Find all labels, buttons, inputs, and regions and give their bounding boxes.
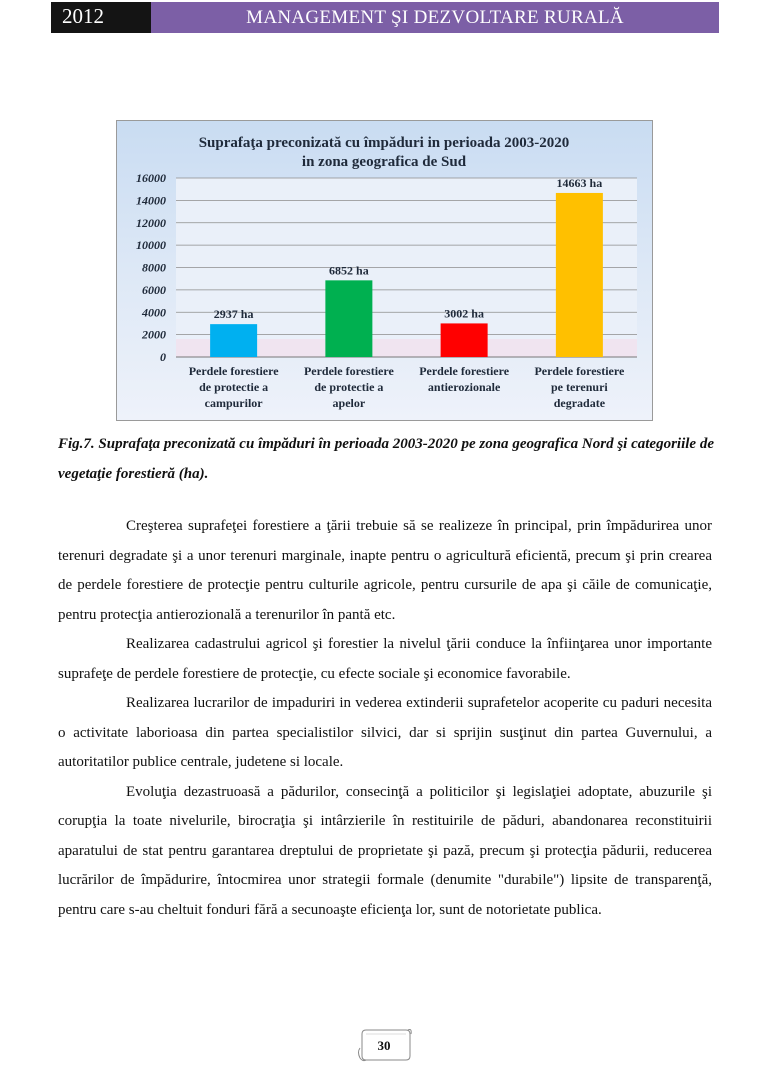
chart-title-line1: Suprafaţa preconizată cu împăduri in perioada 2003-2020 bbox=[198, 135, 570, 151]
paragraph: Realizarea lucrarilor de impaduriri in vederea extinderii suprafetelor acoperite cu paduri necesita o activitate laborioasa din partea specialistilor silvici, dar si sprijin susţinut din partea Guvernului, a autoritatilor publice centrale, judetene si locale. bbox=[58, 695, 712, 770]
category-label: antierozionale bbox=[427, 380, 501, 394]
paragraph: Creşterea suprafeţei forestiere a ţării trebuie să se realizeze în principal, prin împădurirea unor terenuri degradate şi a unor terenuri marginale, inapte pentru o agricultură eficientă, precum şi prin crearea de perdele forestiere de protecţie pentru culturile agricole, pentru cursurile de apa şi căile de comunicaţie, pentru protecţia antierozională a terenurilor în pantă etc. bbox=[58, 518, 712, 623]
category-label: degradate bbox=[553, 396, 606, 410]
category-label: Perdele forestiere bbox=[419, 364, 510, 378]
y-tick-label: 14000 bbox=[136, 193, 166, 208]
y-tick-label: 0 bbox=[160, 350, 166, 364]
page-number-scroll bbox=[356, 1026, 412, 1064]
y-tick-label: 8000 bbox=[142, 260, 166, 275]
chart-svg bbox=[117, 121, 652, 420]
category-label: Perdele forestiere bbox=[303, 364, 394, 378]
header-year: 2012 bbox=[51, 2, 151, 33]
chart bbox=[116, 120, 653, 421]
data-label: 6852 ha bbox=[329, 263, 369, 278]
y-tick-label: 4000 bbox=[142, 305, 166, 320]
chart-title-line2: in zona geografica de Sud bbox=[301, 154, 467, 170]
category-label: apelor bbox=[332, 396, 366, 410]
bar bbox=[325, 280, 372, 357]
category-label: pe terenuri bbox=[550, 380, 608, 394]
page-number: 30 bbox=[377, 1038, 391, 1053]
y-tick-label: 16000 bbox=[136, 171, 166, 185]
bar bbox=[210, 324, 257, 357]
paragraph: Realizarea cadastrului agricol şi forestier la nivelul ţării conduce la înfiinţarea unor importante suprafeţe de perdele forestiere de protecţie, cu efecte sociale şi economice favorabile. bbox=[58, 636, 712, 682]
y-tick-label: 12000 bbox=[136, 215, 166, 230]
paragraph: Evoluţia dezastruoasă a pădurilor, consecinţă a politicilor şi legislaţiei adoptate, abuzurile şi corupţia la toate nivelurile, birocraţia şi intârzierile în restituirile de păduri, abandonarea reconstituirii aparatului de stat pentru garantarea dreptului de proprietate şi pază, precum şi protecţia pădurii, reducerea lucrărilor de împădurire, întocmirea unor strategii formale (denumite "durabile") lipsite de transparenţă, pentru care s-au cheltuit fonduri fără a secunoaşte eficienţa lor, sunt de notorietate publica. bbox=[58, 783, 712, 918]
y-tick-label: 2000 bbox=[142, 327, 166, 342]
bar bbox=[556, 193, 603, 357]
data-label: 14663 ha bbox=[556, 175, 603, 190]
y-tick-label: 6000 bbox=[142, 282, 166, 297]
header-title: MANAGEMENT ŞI DEZVOLTARE RURALĂ bbox=[151, 2, 719, 33]
body-text bbox=[58, 512, 712, 925]
data-label: 2937 ha bbox=[213, 307, 254, 322]
category-label: Perdele forestiere bbox=[188, 364, 279, 378]
category-label: de protectie a bbox=[199, 380, 269, 394]
category-label: campurilor bbox=[204, 396, 263, 410]
y-tick-label: 10000 bbox=[136, 238, 166, 253]
data-label: 3002 ha bbox=[444, 306, 484, 321]
figure-caption: Fig.7. Suprafaţa preconizată cu împăduri în perioada 2003-2020 pe zona geografica Nord şi categoriile de vegetaţie forestieră (ha). bbox=[58, 436, 714, 482]
bar bbox=[441, 323, 488, 357]
category-label: de protectie a bbox=[314, 380, 384, 394]
category-label: Perdele forestiere bbox=[534, 364, 625, 378]
